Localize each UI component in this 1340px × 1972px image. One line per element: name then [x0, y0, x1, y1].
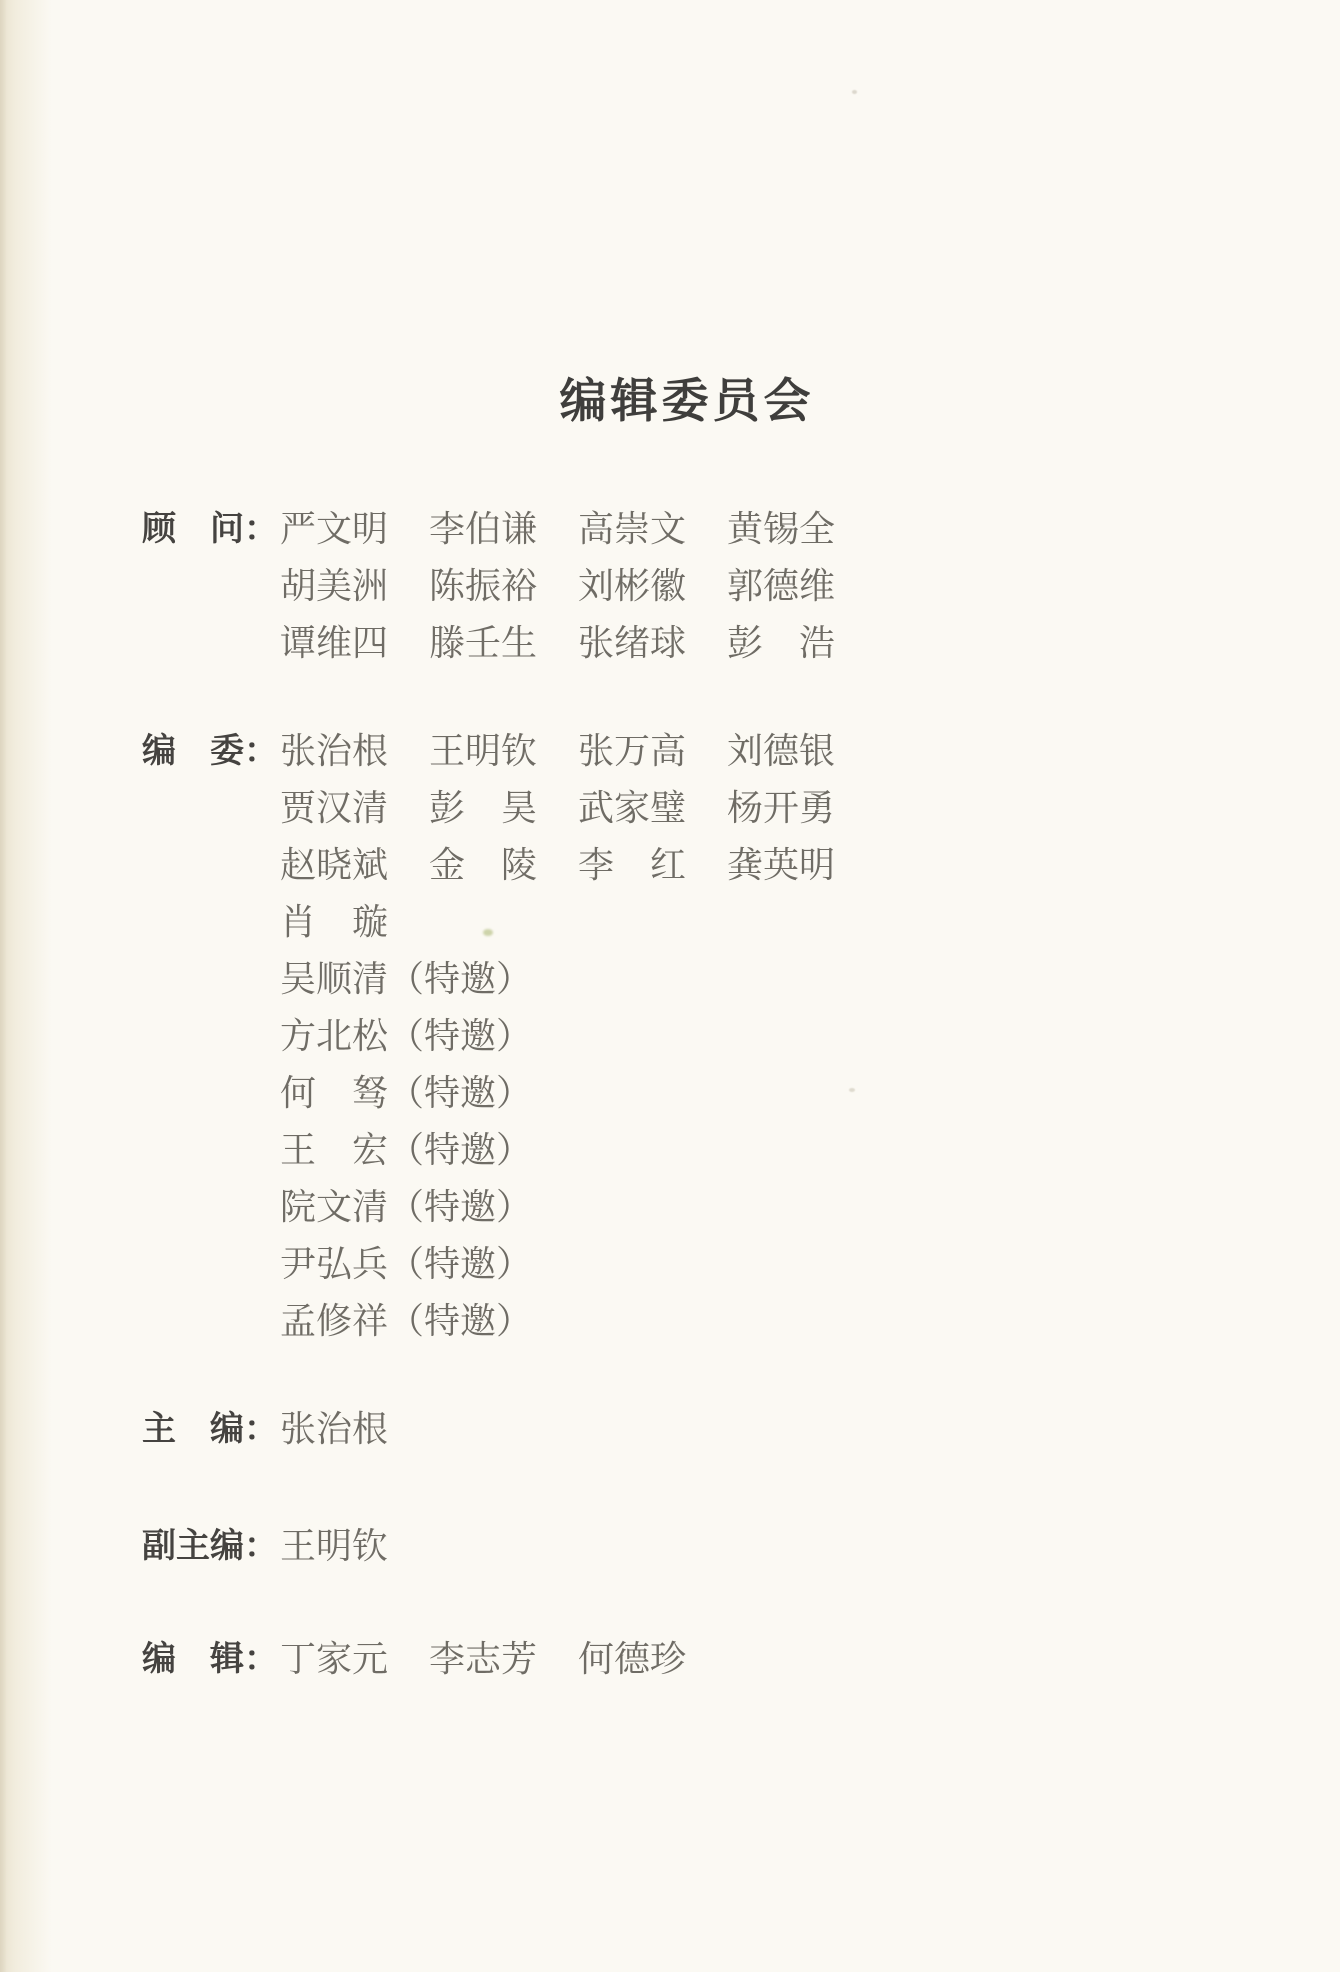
committee-row — [0, 959, 1340, 999]
member-name: 贾汉清 — [280, 788, 389, 828]
member-name: 严文明 — [280, 509, 389, 549]
member-name: 王明钦 — [280, 1526, 389, 1566]
member-name: 郭德维 — [727, 566, 836, 606]
member-name: 彭 昊 — [429, 788, 538, 828]
member-name: 李伯谦 — [429, 509, 538, 549]
member-name: 彭 浩 — [727, 623, 836, 663]
member-name: 李志芳 — [429, 1639, 538, 1679]
committee-row — [0, 1639, 1340, 1679]
member-name: 陈振裕 — [429, 566, 538, 606]
committee-row — [0, 1073, 1340, 1113]
committee-row — [0, 845, 1340, 885]
committee-row — [0, 1301, 1340, 1341]
committee-row — [0, 731, 1340, 771]
member-name: 院文清（特邀） — [280, 1187, 533, 1227]
section-label: 主 编： — [142, 1409, 278, 1449]
member-name: 高崇文 — [578, 509, 687, 549]
member-name: 何 驽（特邀） — [280, 1073, 533, 1113]
scan-artifact-speck — [852, 90, 857, 94]
section-label: 编 辑： — [142, 1639, 278, 1679]
committee-row — [0, 1187, 1340, 1227]
member-name: 尹弘兵（特邀） — [280, 1244, 533, 1284]
committee-row — [0, 1526, 1340, 1566]
member-name: 李 红 — [578, 845, 687, 885]
member-name: 杨开勇 — [727, 788, 836, 828]
section-label: 顾 问： — [142, 509, 278, 549]
member-name: 滕壬生 — [429, 623, 538, 663]
section-label: 编 委： — [142, 731, 278, 771]
member-name: 金 陵 — [429, 845, 538, 885]
member-name: 方北松（特邀） — [280, 1016, 533, 1056]
member-name: 刘彬徽 — [578, 566, 687, 606]
committee-row — [0, 623, 1340, 663]
member-name: 龚英明 — [727, 845, 836, 885]
committee-row — [0, 509, 1340, 549]
member-name: 张绪球 — [578, 623, 687, 663]
member-name: 何德珍 — [578, 1639, 687, 1679]
member-name: 胡美洲 — [280, 566, 389, 606]
member-name: 刘德银 — [727, 731, 836, 771]
member-name: 孟修祥（特邀） — [280, 1301, 533, 1341]
member-name: 赵晓斌 — [280, 845, 389, 885]
committee-row — [0, 1016, 1340, 1056]
member-name: 张万高 — [578, 731, 687, 771]
committee-row — [0, 1244, 1340, 1284]
committee-row — [0, 788, 1340, 828]
committee-row — [0, 566, 1340, 606]
member-name: 吴顺清（特邀） — [280, 959, 533, 999]
member-name: 张治根 — [280, 731, 389, 771]
member-name: 张治根 — [280, 1409, 389, 1449]
section-label: 副主编： — [142, 1526, 278, 1566]
member-name: 谭维四 — [280, 623, 389, 663]
member-name: 黄锡全 — [727, 509, 836, 549]
committee-row — [0, 902, 1340, 942]
member-name: 王 宏（特邀） — [280, 1130, 533, 1170]
member-name: 丁家元 — [280, 1639, 389, 1679]
member-name: 王明钦 — [429, 731, 538, 771]
member-name: 武家璧 — [578, 788, 687, 828]
member-name: 肖 璇 — [280, 902, 389, 942]
committee-row — [0, 1130, 1340, 1170]
committee-row — [0, 1409, 1340, 1449]
page-title: 编辑委员会 — [559, 376, 815, 428]
